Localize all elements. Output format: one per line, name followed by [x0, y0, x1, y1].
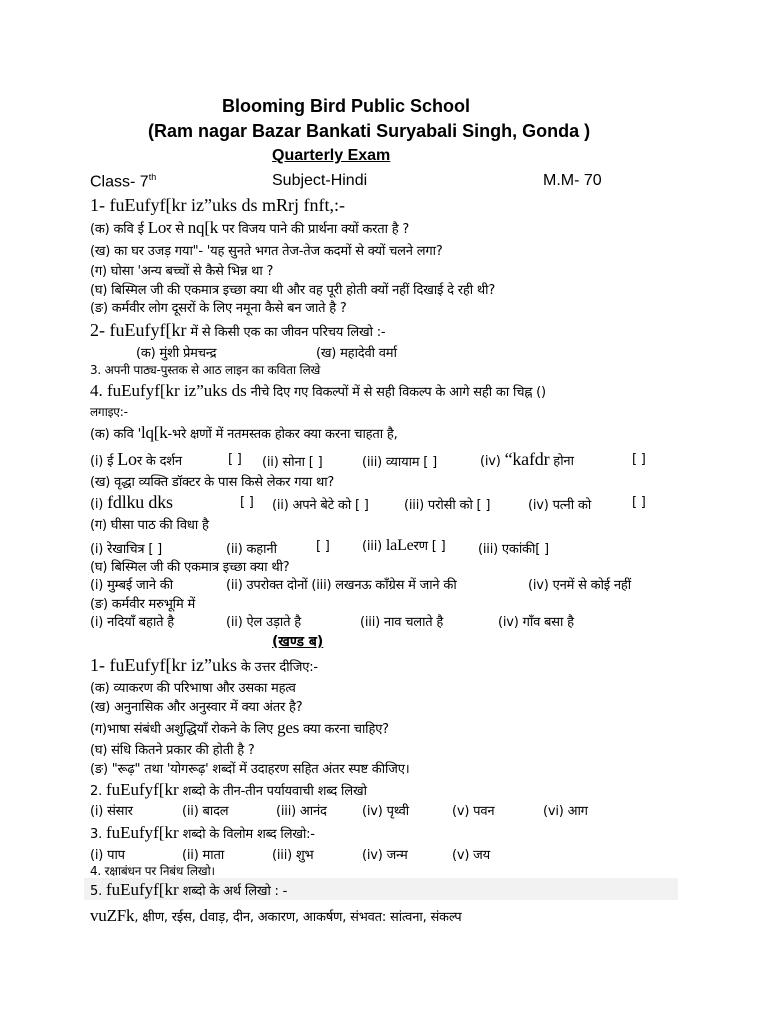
q4d-option-4: (iv) एनमें से कोई नहीं	[528, 578, 631, 593]
q4d-option-2: (ii) उपरोक्त दोनों (iii) लखनऊ काँग्रेस में जाने की	[226, 578, 457, 593]
q4c-option-4: (iii) एकांकी[ ]	[478, 542, 549, 557]
b2-title	[90, 780, 367, 800]
b5-kr: fuEufyf[kr	[105, 880, 179, 899]
q4a-o4-pre: (iv)	[480, 454, 505, 469]
q1-part-b: (ख) का घर उजड़ गया"- 'यह सुनते भगत तेज-तेज कदमों से क्यों चलने लगा?	[90, 244, 443, 259]
q4d-option-1: (i) मुम्बई जाने की	[90, 578, 173, 593]
q4c-o3-kr: laLe	[385, 537, 414, 554]
b5-words	[90, 906, 461, 926]
q1a-pre: (क) कवि ई	[90, 222, 148, 237]
q4a-pre: (क) कवि '	[90, 427, 141, 442]
section-b-heading: (खण्ड ब)	[272, 634, 324, 650]
q4e-option-3: (iii) नाव चलाते है	[360, 615, 444, 630]
q4b-option-4: (iv) पत्नी को	[528, 498, 592, 513]
q4b-option-1-box: [ ]	[240, 495, 254, 510]
class-label	[90, 172, 156, 191]
q4e-option-1: (i) नदियाँ बहाते है	[90, 615, 174, 630]
b1-part-c	[90, 718, 389, 738]
q4b-option-3: (iii) परोसी को [ ]	[404, 498, 491, 513]
q4a-kr: lq[k	[140, 423, 168, 442]
q1-part-a	[90, 218, 409, 238]
b2-option-1: (i) संसार	[90, 804, 133, 819]
b2-option-6: (vi) आग	[543, 804, 588, 819]
b1c-post: क्या करना चाहिए?	[299, 722, 389, 737]
q4-part-d: (घ) बिस्मिल जी की एकमात्र इच्छा क्या थी?	[90, 560, 290, 575]
b3-kr: fuEufyf[kr	[105, 823, 179, 842]
q4c-option-2: (ii) कहानी	[226, 542, 277, 557]
q4-part-e: (ङ) कर्मवीर मरुभूमि में	[90, 597, 196, 612]
q4a-o1-kr: Lo	[117, 449, 137, 469]
q4-part-b: (ख) वृद्धा व्यक्ति डॉक्टर के पास किसे लेकर गया था?	[90, 475, 335, 490]
school-name: Blooming Bird Public School	[222, 96, 471, 116]
q4c-option-1: (i) रेखाचित्र [ ]	[90, 542, 163, 557]
class-text: Class- 7	[90, 173, 149, 191]
q4c-option-2-box: [ ]	[316, 539, 330, 554]
q4a-option-4-box: [ ]	[632, 452, 646, 467]
q4a-o4-kr: “kafdr	[504, 449, 550, 469]
q1a-kr: Lo	[147, 218, 167, 237]
b1-hi: के उत्तर दीजिए:-	[236, 660, 318, 675]
q4a-option-1-box: [ ]	[228, 452, 242, 467]
q4c-o3-pre: (iii)	[362, 539, 386, 554]
max-marks: M.M- 70	[543, 172, 602, 189]
q4a-post: -भरे क्षणों में नतमस्तक होकर क्या करना चाहता है,	[167, 427, 398, 442]
b5w-hi1: , क्षीण, रईस,	[134, 910, 200, 925]
q2-kr: 2- fuEufyf[kr	[90, 320, 187, 340]
q4b-option-1	[90, 492, 173, 513]
subject-label: Subject-Hindi	[272, 172, 368, 189]
q2-hi: में से किसी एक का जीवन परिचय लिखो :-	[186, 325, 386, 340]
b1c-kr: ges	[277, 718, 300, 737]
q1a-kr2: nq[k	[187, 218, 219, 237]
b3-option-4: (iv) जन्म	[362, 848, 408, 863]
q1-part-e: (ङ) कर्मवीर लोग दूसरों के लिए नमूना कैसे बन जाते है ?	[90, 301, 347, 316]
q4-title	[90, 381, 546, 401]
q4-kr: 4. fuEufyf[kr iz”uks ds	[90, 381, 247, 400]
b2-kr: fuEufyf[kr	[105, 780, 179, 799]
b5-pre: 5.	[90, 884, 106, 899]
b1-part-b: (ख) अनुनासिक और अनुस्वार में क्या अंतर है?	[90, 700, 303, 715]
q1a-post: पर विजय पाने की प्रार्थना क्यों करता है ?	[218, 222, 410, 237]
q4b-option-4-box: [ ]	[632, 495, 646, 510]
q1-title: 1- fuEufyf[kr iz”uks ds mRrj fnft,:-	[90, 195, 345, 215]
b5w-kr2: d	[199, 906, 208, 925]
q4a-option-3: (iii) व्यायाम [ ]	[362, 455, 437, 470]
b1-title	[90, 655, 318, 676]
q4e-option-4: (iv) गाँव बसा है	[498, 615, 574, 630]
b2-option-2: (ii) बादल	[182, 804, 229, 819]
b5w-kr1: vuZFk	[90, 906, 135, 925]
q1-part-c: (ग) घोसा 'अन्य बच्चों से कैसे भिन्न था ?	[90, 264, 274, 279]
b1-part-d: (घ) संधि कितने प्रकार की होती है ?	[90, 743, 255, 758]
b3-option-2: (ii) माता	[182, 848, 225, 863]
q4-hi: नीचे दिए गए विकल्पों में से सही विकल्प के आगे सही का चिह्न ()	[246, 385, 546, 400]
q4a-o1-post: र के दर्शन	[136, 454, 182, 469]
q2-option-a: (क) मुंशी प्रेमचन्द्र	[136, 346, 217, 361]
b3-option-5: (v) जय	[452, 848, 490, 863]
b5w-hi2: वाड़, दीन, अकारण, आकर्षण, संभवत: सांत्वना, संकल्प	[207, 910, 462, 925]
b3-title	[90, 823, 315, 843]
b5-hi: शब्दो के अर्थ लिखो : -	[178, 884, 288, 899]
q1-part-d: (घ) बिस्मिल जी की एकमात्र इच्छा क्या थी और वह पूरी होती क्यों नहीं दिखाई दे रही थी?	[90, 283, 496, 298]
q2-title	[90, 320, 385, 341]
exam-title: Quarterly Exam	[272, 147, 391, 164]
b2-hi: शब्दो के तीन-तीन पर्यायवाची शब्द लिखो	[178, 784, 367, 799]
b4-text: 4. रक्षाबंधन पर निबंध लिखो।	[90, 864, 215, 878]
q4b-o1-pre: (i)	[90, 497, 108, 512]
b3-option-3: (iii) शुभ	[272, 848, 314, 863]
b2-option-4: (iv) पृथ्वी	[362, 804, 409, 819]
q4a-option-4	[480, 449, 574, 470]
b5-title	[90, 880, 287, 900]
b3-option-1: (i) पाप	[90, 848, 125, 863]
q4a-o4-post: होना	[549, 454, 574, 469]
q1a-mid: र से	[166, 222, 188, 237]
b2-pre: 2.	[90, 784, 106, 799]
b2-option-3: (iii) आनंद	[276, 804, 327, 819]
b1-kr: 1- fuEufyf[kr iz”uks	[90, 655, 237, 675]
b3-pre: 3.	[90, 827, 106, 842]
class-superscript: th	[148, 172, 157, 182]
b1c-pre: (ग)भाषा संबंधी अशुद्धियाँ रोकने के लिए	[90, 722, 278, 737]
b2-option-5: (v) पवन	[452, 804, 495, 819]
q3-text: 3. अपनी पाठ्य-पुस्तक से आठ लाइन का कविता लिखे	[90, 363, 321, 377]
q4c-o3-post: रण [ ]	[413, 539, 446, 554]
b1-part-a: (क) व्याकरण की परिभाषा और उसका महत्व	[90, 681, 296, 696]
q4b-option-2: (ii) अपने बेटे को [ ]	[272, 498, 369, 513]
q4b-o1-kr: fdlku dks	[107, 492, 173, 512]
school-address: (Ram nagar Bazar Bankati Suryabali Singh, Gonda )	[148, 121, 591, 141]
q4-title-cont: लगाइए:-	[90, 405, 128, 419]
q4a-option-1	[90, 449, 182, 470]
q2-option-b: (ख) महादेवी वर्मा	[316, 346, 397, 361]
q4-part-c: (ग) घीसा पाठ की विधा है	[90, 518, 209, 533]
b3-hi: शब्दो के विलोम शब्द लिखो:-	[178, 827, 315, 842]
q4-part-a	[90, 423, 398, 443]
q4a-option-2: (ii) सोना [ ]	[262, 455, 323, 470]
b1-part-e: (ङ) "रूढ़" तथा 'योगरूढ़' शब्दों में उदाहरण सहित अंतर स्पष्ट कीजिए।	[90, 762, 410, 777]
q4e-option-2: (ii) ऐल उड़ाते है	[226, 615, 301, 630]
q4c-option-3	[362, 536, 445, 555]
q4a-o1-pre: (i) ई	[90, 454, 118, 469]
